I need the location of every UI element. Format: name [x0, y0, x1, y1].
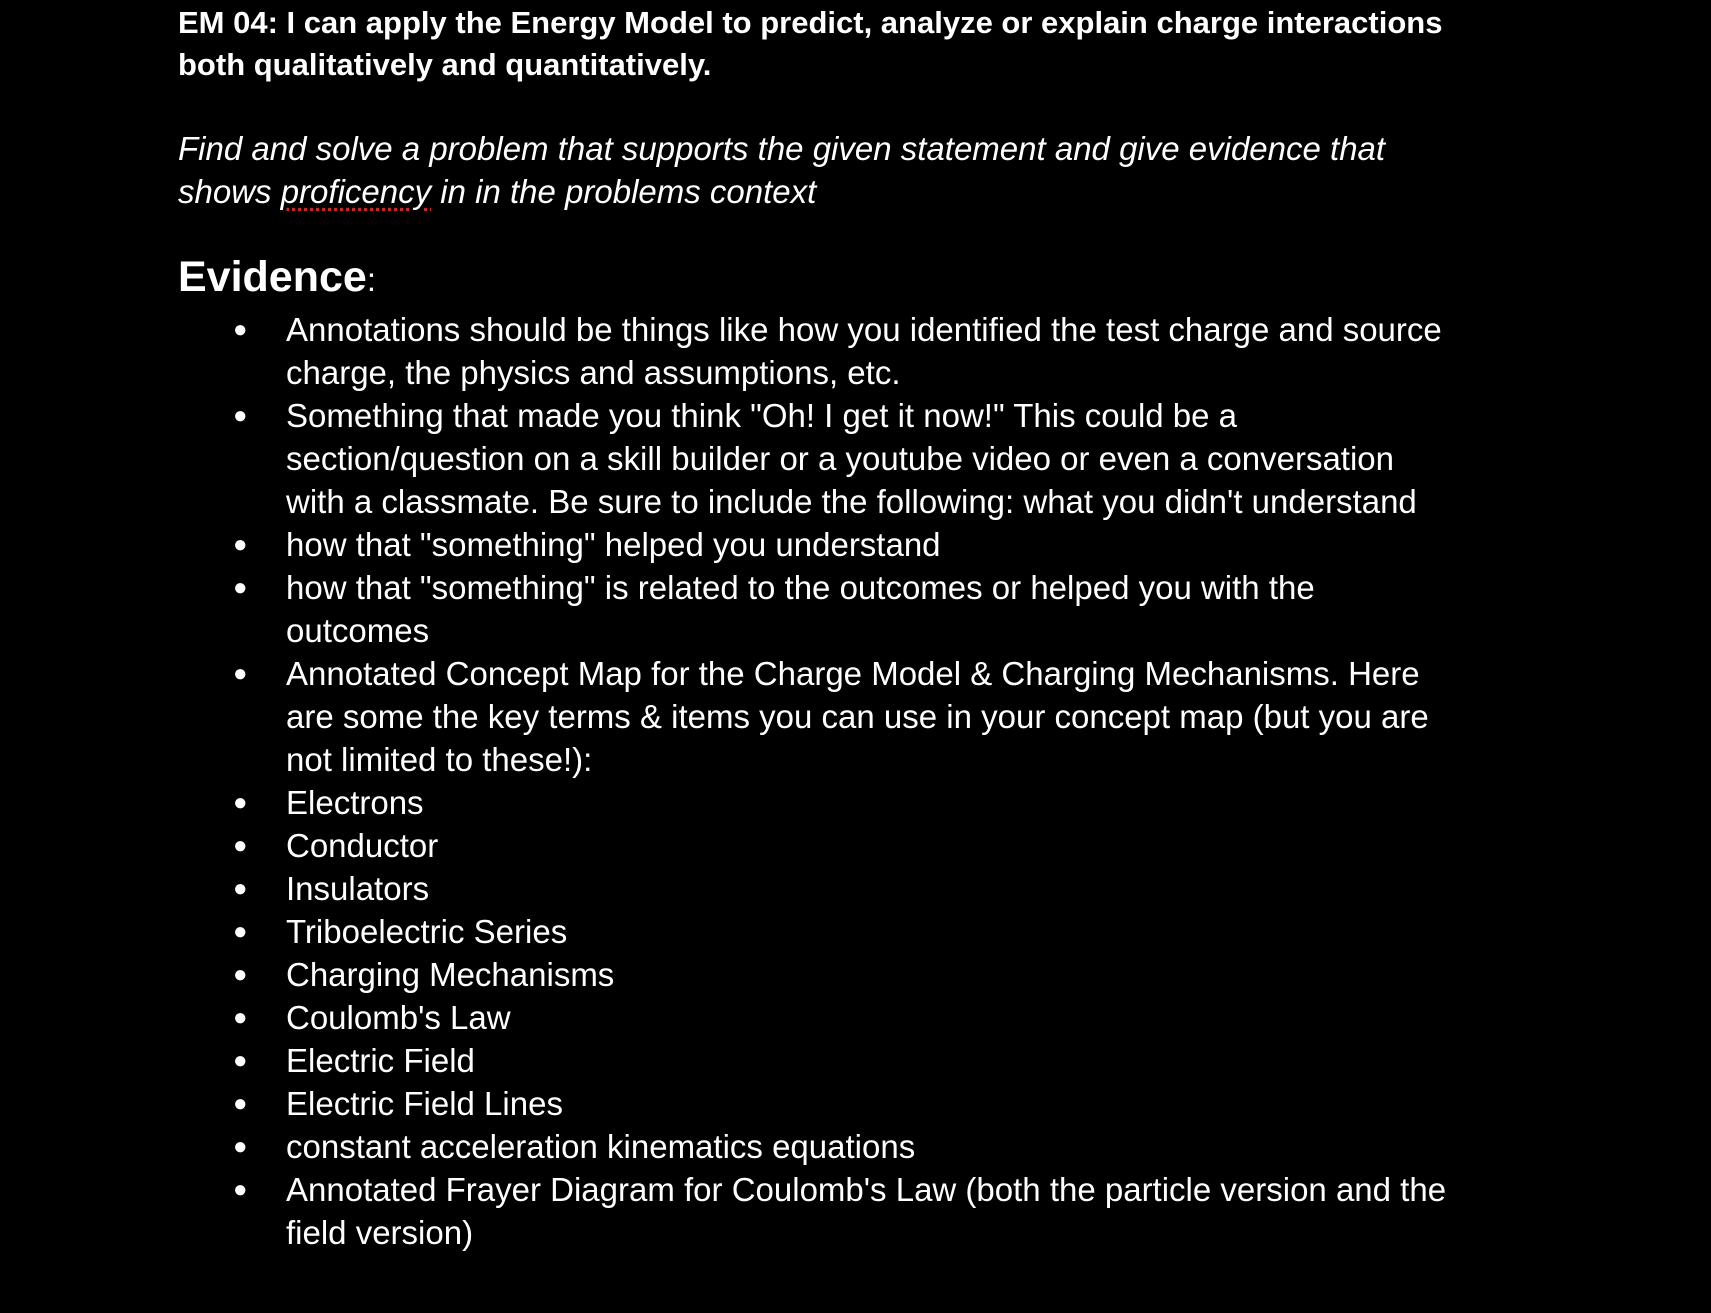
evidence-item: ● Triboelectric Series [178, 910, 1448, 953]
evidence-item: ● Annotated Frayer Diagram for Coulomb's Law (both the particle version and the field version) [178, 1168, 1448, 1254]
task-prompt-part-2: in in the problems context [431, 173, 817, 210]
evidence-item: ● Electrons [178, 781, 1448, 824]
evidence-item: ● constant acceleration kinematics equations [178, 1125, 1448, 1168]
evidence-item: ● Something that made you think "Oh! I get it now!" This could be a section/question on a skill builder or a youtube video or even a conversation with a classmate. Be sure to include the following: what you didn't understand [178, 394, 1448, 523]
evidence-item: ● how that "something" helped you understand [178, 523, 1448, 566]
evidence-heading-colon: : [366, 261, 376, 298]
evidence-item: ● Annotated Concept Map for the Charge Model & Charging Mechanisms. Here are some the key terms & items you can use in your concept map (but you are not limited to these!): [178, 652, 1448, 781]
evidence-item: ● how that "something" is related to the outcomes or helped you with the outcomes [178, 566, 1448, 652]
task-prompt-part-1: Find and solve a problem that supports the given statement and give evidence that shows [178, 130, 1386, 210]
evidence-list [178, 308, 1448, 1254]
standard-statement: EM 04: I can apply the Energy Model to predict, analyze or explain charge interactions both qualitatively and quantitatively. [178, 5, 1443, 82]
evidence-item: ● Insulators [178, 867, 1448, 910]
evidence-heading-text: Evidence [178, 253, 367, 301]
evidence-item: ● Electric Field Lines [178, 1082, 1448, 1125]
evidence-item: ● Electric Field [178, 1039, 1448, 1082]
task-prompt [178, 127, 1448, 213]
evidence-heading [178, 249, 1448, 308]
document-body [178, 0, 1448, 1254]
evidence-item: ● Annotations should be things like how you identified the test charge and source charge, the physics and assumptions, etc. [178, 308, 1448, 394]
misspelled-word[interactable]: proficency [280, 173, 432, 210]
evidence-item: ● Coulomb's Law [178, 996, 1448, 1039]
evidence-item: ● Charging Mechanisms [178, 953, 1448, 996]
evidence-item: ● Conductor [178, 824, 1448, 867]
